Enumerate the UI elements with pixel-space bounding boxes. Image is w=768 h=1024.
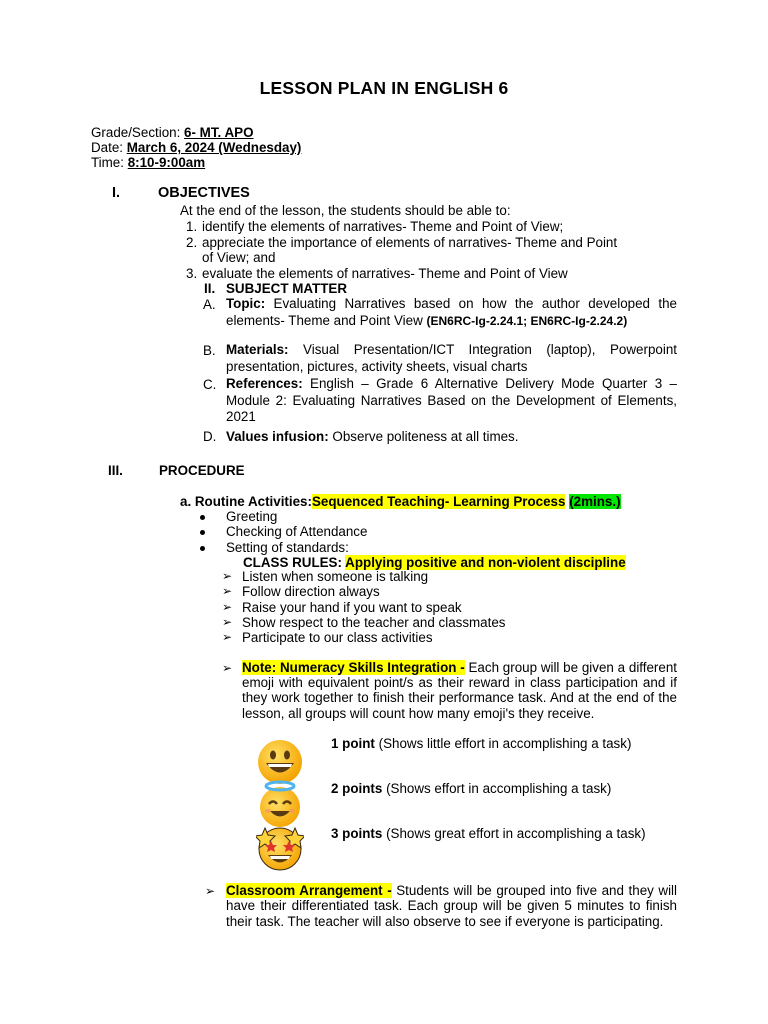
bullet-dot bbox=[200, 515, 205, 520]
point-row bbox=[331, 781, 611, 796]
materials-text: Visual Presentation/ICT Integration (laptop), Powerpoint presentation, pictures, activity sheets, visual charts bbox=[226, 342, 677, 374]
subject-matter-numeral: II. bbox=[204, 281, 216, 296]
point-label: 1 point bbox=[331, 736, 375, 751]
document-title: LESSON PLAN IN ENGLISH 6 bbox=[259, 78, 509, 98]
class-rule: Participate to our class activities bbox=[242, 630, 433, 645]
objective-text-cont: of View; and bbox=[202, 250, 276, 265]
point-desc: (Shows great effort in accomplishing a task) bbox=[382, 826, 646, 841]
subject-item-materials bbox=[226, 342, 677, 375]
arrow-bullet-icon: ➢ bbox=[222, 600, 233, 614]
bullet-dot bbox=[200, 546, 205, 551]
grade-label: Grade/Section: bbox=[91, 125, 185, 140]
subject-letter: D. bbox=[203, 429, 217, 444]
procedure-heading: PROCEDURE bbox=[159, 463, 245, 478]
arrow-bullet-icon: ➢ bbox=[222, 584, 233, 598]
topic-label: Topic: bbox=[226, 296, 266, 311]
classroom-arrangement bbox=[226, 883, 677, 929]
star-struck-face-icon bbox=[256, 824, 304, 872]
date-line bbox=[91, 140, 301, 155]
topic-code: (EN6RC-Ig-2.24.1; EN6RC-Ig-2.24.2) bbox=[426, 313, 628, 328]
smiling-face-with-halo-icon bbox=[256, 780, 304, 828]
values-label: Values infusion: bbox=[226, 429, 329, 444]
objective-num: 3. bbox=[186, 266, 198, 281]
procedure-numeral: III. bbox=[108, 463, 123, 478]
routine-time: (2mins.) bbox=[569, 494, 621, 509]
class-rules-highlight: Applying positive and non-violent discipline bbox=[345, 555, 626, 570]
routine-activities-line bbox=[180, 494, 621, 509]
subject-letter: C. bbox=[203, 377, 217, 392]
numeracy-note bbox=[242, 660, 677, 721]
routine-bullet: Setting of standards: bbox=[226, 540, 349, 555]
arrow-bullet-icon: ➢ bbox=[222, 630, 233, 644]
subject-letter: A. bbox=[203, 297, 216, 312]
routine-highlight: Sequenced Teaching- Learning Process bbox=[311, 494, 566, 509]
references-text: English – Grade 6 Alternative Delivery Mode Quarter 3 – Module 2: Evaluating Narratives Based on the Development of Elements, 2021 bbox=[226, 376, 677, 424]
arrow-bullet-icon: ➢ bbox=[222, 615, 233, 629]
objectives-intro: At the end of the lesson, the students should be able to: bbox=[180, 203, 511, 218]
routine-bullet: Greeting bbox=[226, 509, 278, 524]
subject-letter: B. bbox=[203, 343, 216, 358]
materials-label: Materials: bbox=[226, 342, 289, 357]
time-label: Time: bbox=[91, 155, 128, 170]
arrangement-text: Students will be grouped into five and they will have their differentiated task. Each group will be given 5 minutes to finish their task. The teacher will also observe to see if everyone is participating. bbox=[226, 883, 678, 929]
objectives-numeral: I. bbox=[112, 185, 121, 201]
grinning-face-icon bbox=[256, 738, 304, 786]
bullet-dot bbox=[200, 530, 205, 535]
grade-value: 6- MT. APO bbox=[184, 125, 254, 140]
class-rules-label: CLASS RULES: bbox=[243, 555, 346, 570]
date-value: March 6, 2024 (Wednesday) bbox=[126, 140, 302, 155]
subject-item-topic bbox=[226, 296, 677, 329]
note-highlight: Note: Numeracy Skills Integration - bbox=[242, 660, 465, 675]
point-label: 2 points bbox=[331, 781, 383, 796]
class-rule: Raise your hand if you want to speak bbox=[242, 600, 462, 615]
arrow-bullet-icon: ➢ bbox=[222, 569, 233, 583]
grade-section-line bbox=[91, 125, 253, 140]
routine-label: a. Routine Activities: bbox=[180, 494, 312, 509]
class-rule: Follow direction always bbox=[242, 584, 380, 599]
point-label: 3 points bbox=[331, 826, 383, 841]
note-text: Each group will be given a different emoji with equivalent point/s as their reward in class participation and if they work together to finish their performance task. And at the end of the lesson, all groups will count how many emoji's they receive. bbox=[242, 660, 678, 721]
topic-text: Evaluating Narratives based on how the author developed the elements- Theme and Point View bbox=[226, 296, 677, 328]
subject-item-references bbox=[226, 376, 677, 426]
time-line bbox=[91, 155, 205, 170]
point-row bbox=[331, 736, 631, 751]
arrow-bullet-icon: ➢ bbox=[205, 884, 216, 898]
class-rules-line bbox=[243, 555, 626, 570]
objective-num: 1. bbox=[186, 219, 198, 234]
arrow-bullet-icon: ➢ bbox=[222, 661, 233, 675]
objective-num: 2. bbox=[186, 235, 198, 250]
class-rule: Listen when someone is talking bbox=[242, 569, 429, 584]
objective-text: identify the elements of narratives- Theme and Point of View; bbox=[202, 219, 564, 234]
point-row bbox=[331, 826, 677, 842]
routine-bullet: Checking of Attendance bbox=[226, 524, 368, 539]
subject-matter-heading: SUBJECT MATTER bbox=[226, 281, 348, 296]
values-text: Observe politeness at all times. bbox=[328, 429, 519, 444]
point-desc: (Shows little effort in accomplishing a task) bbox=[374, 736, 632, 751]
subject-item-values bbox=[226, 429, 518, 444]
objective-text: appreciate the importance of elements of narratives- Theme and Point bbox=[202, 235, 618, 250]
objectives-heading: OBJECTIVES bbox=[158, 185, 250, 201]
time-value: 8:10-9:00am bbox=[127, 155, 206, 170]
class-rule: Show respect to the teacher and classmates bbox=[242, 615, 506, 630]
references-label: References: bbox=[226, 376, 303, 391]
point-desc: (Shows effort in accomplishing a task) bbox=[382, 781, 612, 796]
objective-text: evaluate the elements of narratives- Theme and Point of View bbox=[202, 266, 568, 281]
arrangement-highlight: Classroom Arrangement - bbox=[226, 883, 392, 898]
date-label: Date: bbox=[91, 140, 127, 155]
